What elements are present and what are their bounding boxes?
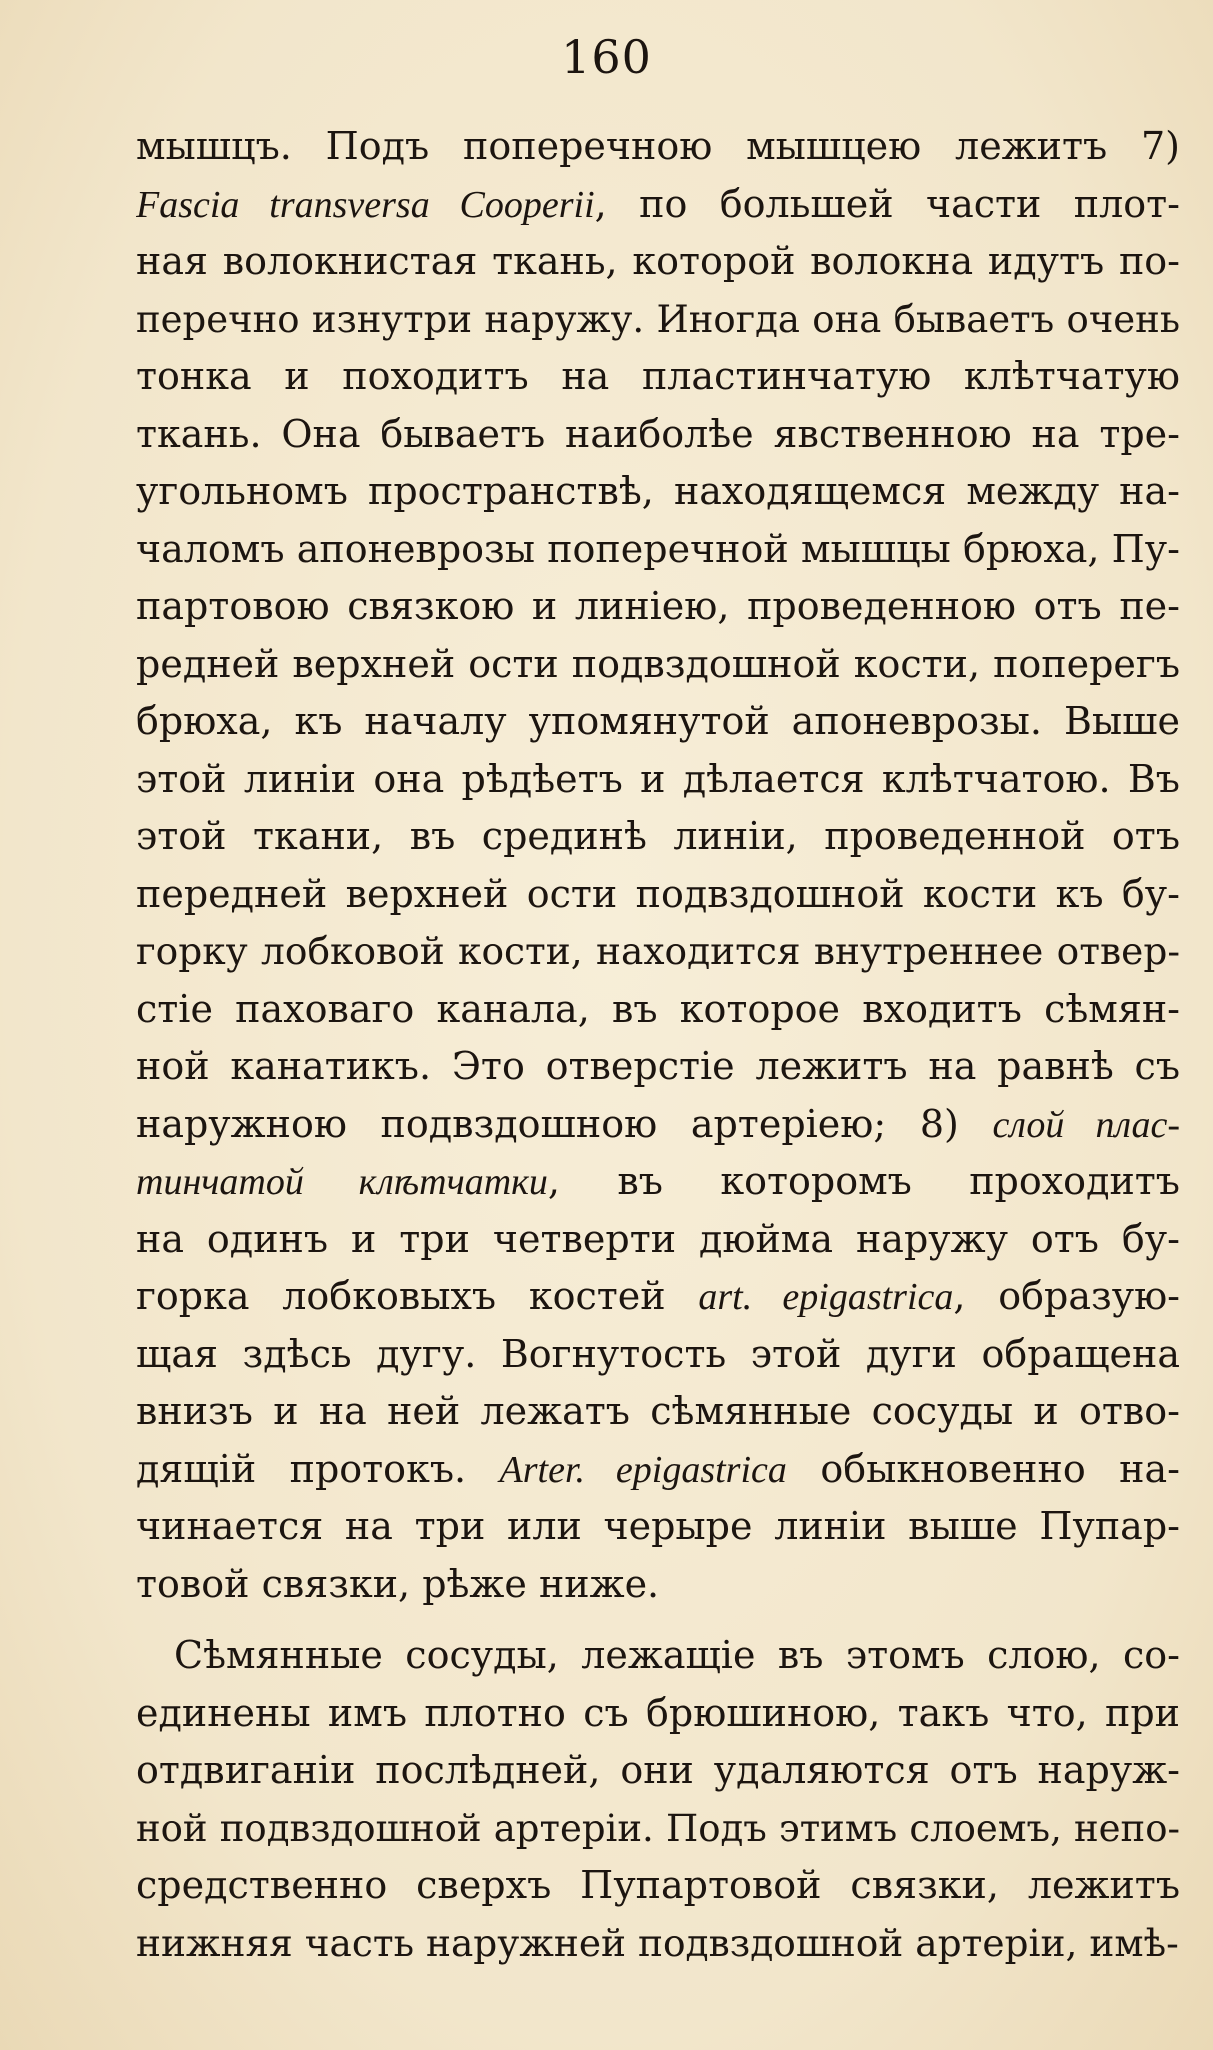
text-run: нижняя часть наружней подвздошной артеріи, имѣ-	[136, 1920, 1179, 1965]
text-line	[136, 1857, 1180, 1915]
text-line	[136, 1268, 1180, 1326]
text-run: на одинъ и три четверти дюйма наружу отъ бу-	[136, 1216, 1180, 1261]
text-line	[136, 1211, 1180, 1269]
text-run: ная волокнистая ткань, которой волокна идутъ по-	[136, 239, 1180, 283]
text-line	[136, 1441, 1180, 1499]
paragraph	[136, 118, 1180, 1613]
text-run: чинается на три или черыре линіи выше Пупар-	[136, 1504, 1180, 1548]
text-run: перечно изнутри наружу. Иногда она бываетъ очень	[136, 297, 1180, 341]
text-line	[136, 923, 1180, 981]
text-line	[136, 1096, 1180, 1154]
text-run: угольномъ пространствѣ, находящемся между на-	[136, 469, 1180, 513]
text-line	[136, 291, 1180, 349]
text-run: , образую-	[953, 1274, 1180, 1318]
text-line	[136, 1556, 1180, 1614]
text-line	[136, 1153, 1180, 1211]
text-line	[136, 693, 1180, 751]
text-run: щая здѣсь дугу. Вогнутость этой дуги обращена	[136, 1331, 1180, 1376]
text-line	[136, 118, 1180, 176]
italic-term: art. epigastrica	[698, 1276, 954, 1318]
text-run: стіе паховаго канала, въ которое входитъ сѣмян-	[136, 986, 1180, 1031]
text-line	[136, 176, 1180, 234]
text-run: партовою связкою и линіею, проведенною отъ пе-	[136, 584, 1180, 628]
text-run: чаломъ апоневрозы поперечной мышцы брюха, Пу-	[136, 526, 1180, 571]
text-run: тонка и походитъ на пластинчатую клѣтчатую	[136, 354, 1180, 398]
text-line	[136, 981, 1180, 1039]
text-run: внизъ и на ней лежатъ сѣмянные сосуды и отво-	[136, 1389, 1180, 1433]
italic-term: слой плас-	[992, 1103, 1180, 1146]
text-line	[136, 1915, 1180, 1973]
text-run: дящій протокъ.	[136, 1446, 500, 1491]
text-run: этой ткани, въ срединѣ линіи, проведенной отъ	[136, 814, 1180, 858]
text-line	[136, 233, 1180, 291]
text-line	[136, 521, 1180, 579]
text-run: Сѣмянные сосуды, лежащіе въ этомъ слою, со-	[174, 1633, 1180, 1677]
text-line	[136, 1383, 1180, 1441]
text-run: ткань. Она бываетъ наиболѣе явственною на тре-	[136, 411, 1180, 456]
text-line	[136, 1800, 1180, 1858]
italic-term: тинчатой клѣтчатки	[136, 1161, 548, 1203]
italic-term: Arter. epigastrica	[499, 1448, 787, 1491]
text-run: передней верхней ости подвздошной кости къ бу-	[136, 871, 1180, 916]
body-text	[136, 118, 1180, 1972]
text-line	[136, 463, 1180, 521]
italic-term: Fascia transversa Cooperii	[136, 183, 595, 226]
text-run: товой связки, рѣже ниже.	[136, 1561, 660, 1606]
paragraph	[136, 1627, 1180, 1972]
text-line	[136, 1627, 1180, 1685]
text-run: , въ которомъ проходитъ	[547, 1159, 1180, 1203]
text-line	[136, 348, 1180, 406]
text-line	[136, 1685, 1180, 1743]
text-run: ной канатикъ. Это отверстіе лежитъ на равнѣ съ	[136, 1044, 1180, 1088]
text-run: горку лобковой кости, находится внутреннее отвер-	[136, 929, 1180, 973]
page-number: 160	[561, 30, 652, 84]
text-line	[136, 1498, 1180, 1556]
text-run: , по большей части плот-	[594, 181, 1180, 226]
text-run: обыкновенно на-	[786, 1446, 1180, 1491]
text-line	[136, 751, 1180, 809]
text-line	[136, 1742, 1180, 1800]
text-line	[136, 578, 1180, 636]
text-run: брюха, къ началу упомянутой апоневрозы. Выше	[136, 699, 1180, 743]
text-line	[136, 1326, 1180, 1384]
text-run: наружною подвздошною артеріею; 8)	[136, 1101, 993, 1146]
text-run: единены имъ плотно съ брюшиною, такъ что, при	[136, 1690, 1180, 1735]
text-line	[136, 1038, 1180, 1096]
text-run: редней верхней ости подвздошной кости, поперегъ	[136, 641, 1180, 686]
text-line	[136, 636, 1180, 694]
text-line	[136, 808, 1180, 866]
text-line	[136, 866, 1180, 924]
text-run: мышцъ. Подъ поперечною мышцею лежитъ 7)	[136, 124, 1180, 168]
text-line	[136, 406, 1180, 464]
text-run: горка лобковыхъ костей	[136, 1274, 699, 1318]
text-run: отдвиганіи послѣдней, они удаляются отъ наруж-	[136, 1748, 1180, 1792]
text-run: этой линіи она рѣдѣетъ и дѣлается клѣтчатою. Въ	[136, 756, 1180, 801]
text-run: ной подвздошной артеріи. Подъ этимъ слоемъ, непо-	[136, 1806, 1180, 1850]
text-run: средственно сверхъ Пупартовой связки, лежитъ	[136, 1863, 1180, 1907]
